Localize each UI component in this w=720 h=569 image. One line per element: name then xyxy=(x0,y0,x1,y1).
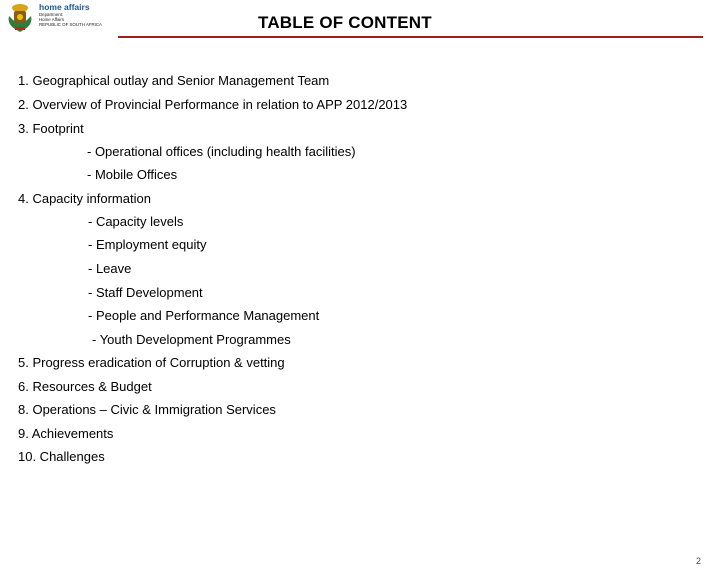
toc-item: 8. Operations – Civic & Immigration Services xyxy=(18,402,276,417)
toc-item: 10. Challenges xyxy=(18,449,105,464)
department-name: Home Affairs xyxy=(39,17,65,22)
toc-item: 9. Achievements xyxy=(18,426,114,441)
toc-item: 3. Footprint xyxy=(18,121,84,136)
toc-subitem: - Capacity levels xyxy=(88,214,184,229)
toc-subitem: - Youth Development Programmes xyxy=(92,332,291,347)
country-name: REPUBLIC OF SOUTH AFRICA xyxy=(39,22,102,27)
toc-subitem: - People and Performance Management xyxy=(88,308,320,323)
page-title: TABLE OF CONTENT xyxy=(258,13,432,32)
toc-item: 6. Resources & Budget xyxy=(18,379,152,394)
toc-item: 4. Capacity information xyxy=(18,191,151,206)
toc-item: 1. Geographical outlay and Senior Management Team xyxy=(18,73,330,88)
header-divider xyxy=(118,36,703,38)
toc-subitem: - Mobile Offices xyxy=(87,167,178,182)
toc-item: 5. Progress eradication of Corruption & vetting xyxy=(18,355,285,370)
toc-item: 2. Overview of Provincial Performance in relation to APP 2012/2013 xyxy=(18,97,408,112)
toc-subitem: - Employment equity xyxy=(88,237,207,252)
toc-subitem: - Leave xyxy=(88,261,132,276)
page-number: 2 xyxy=(696,556,702,566)
toc-subitem: - Operational offices (including health facilities) xyxy=(87,144,356,159)
brand-name: home affairs xyxy=(39,2,90,12)
department-label: Department: xyxy=(39,12,64,17)
department-logo xyxy=(6,2,116,36)
toc-subitem: - Staff Development xyxy=(88,285,203,300)
coat-of-arms-icon xyxy=(6,2,34,34)
